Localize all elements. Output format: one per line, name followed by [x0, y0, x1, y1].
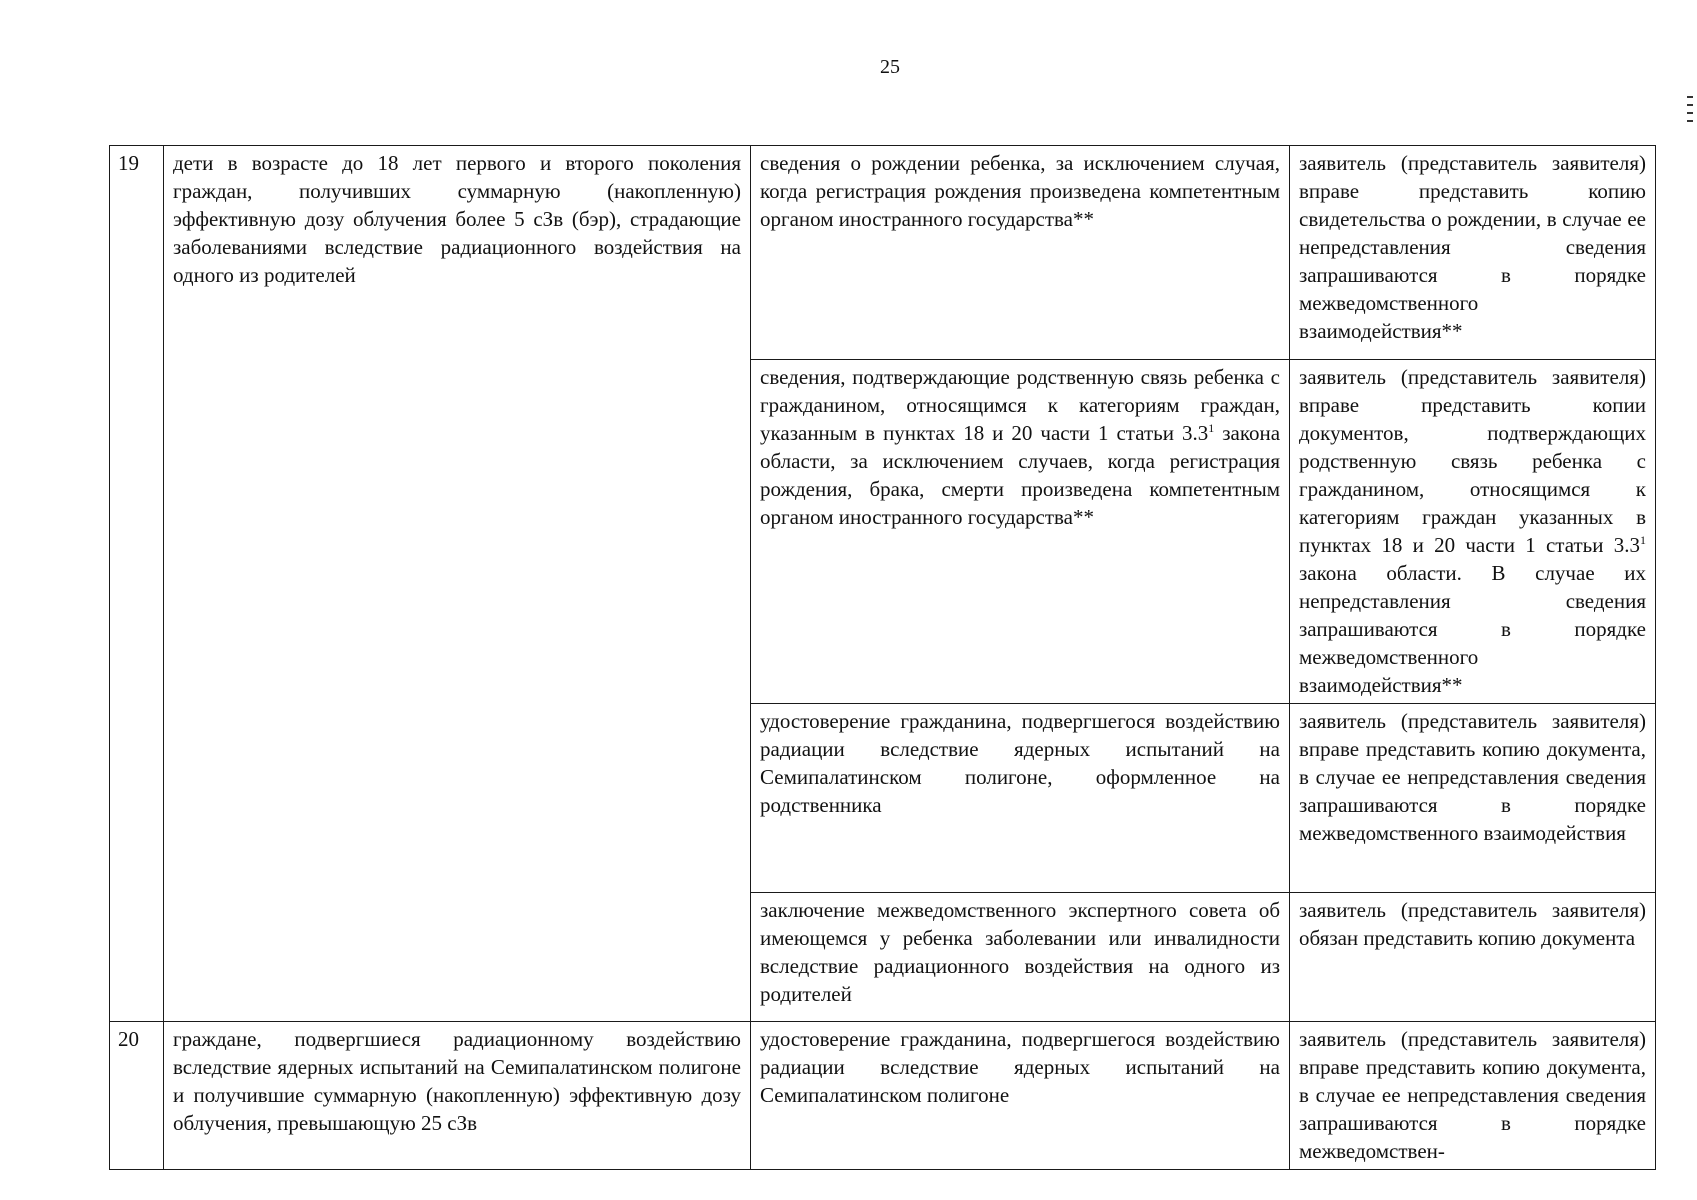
document-cell: сведения о рождении ребенка, за исключением случая, когда регистрация рождения произведена компетентным органом иностранного государства** [751, 146, 1290, 360]
procedure-cell: заявитель (представитель заявителя) вправе представить копию документа, в случае ее непредставления сведения запрашиваются в порядке межведомственного взаимодействия [1290, 704, 1656, 893]
procedure-cell: заявитель (представитель заявителя) вправе представить копию документа, в случае ее непредставления сведения запрашиваются в порядке межведомствен- [1290, 1022, 1656, 1170]
row-number-cell: 19 [110, 146, 164, 1022]
procedure-cell: заявитель (представитель заявителя) обязан представить копию документа [1290, 893, 1656, 1022]
document-cell [751, 360, 1290, 704]
category-cell: дети в возрасте до 18 лет первого и второго поколения граждан, получивших суммарную (накопленную) эффективную дозу облучения более 5 сЗв (бэр), страдающие заболеваниями вследствие радиационного воздействия на одного из родителей [164, 146, 751, 1022]
table-row [110, 146, 1656, 360]
page-number: 25 [880, 56, 900, 78]
table-row [110, 1022, 1656, 1170]
row-number-cell: 20 [110, 1022, 164, 1170]
superscript: 1 [1208, 421, 1215, 435]
document-cell: удостоверение гражданина, подвергшегося воздействию радиации вследствие ядерных испытаний на Семипалатинском полигоне, оформленное на родственника [751, 704, 1290, 893]
document-cell: удостоверение гражданина, подвергшегося воздействию радиации вследствие ядерных испытаний на Семипалатинском полигоне [751, 1022, 1290, 1170]
procedure-cell [1290, 360, 1656, 704]
procedure-text: заявитель (представитель заявителя) вправе представить копии документов, подтверждающих родственную связь ребенка с гражданином, относящимся к категориям граждан указанных в пунктах 18 и 20 части 1 статьи 3.3 [1299, 365, 1646, 557]
procedure-cell: заявитель (представитель заявителя) вправе представить копию свидетельства о рождении, в случае ее непредставления сведения запрашиваются в порядке межведомственного взаимодействия** [1290, 146, 1656, 360]
procedure-text: закона области. В случае их непредставления сведения запрашиваются в порядке межведомственного взаимодействия** [1299, 561, 1646, 697]
category-cell: граждане, подвергшиеся радиационному воздействию вследствие ядерных испытаний на Семипалатинском полигоне и получившие суммарную (накопленную) эффективную дозу облучения, превышающую 25 сЗв [164, 1022, 751, 1170]
scan-edge-marks [1687, 96, 1693, 128]
document-text: закона области, за исключением случаев, когда регистрация рождения, брака, смерти произведена компетентным органом иностранного государства** [760, 421, 1281, 529]
document-cell: заключение межведомственного экспертного совета об имеющемся у ребенка заболевании или инвалидности вследствие радиационного воздействия на одного из родителей [751, 893, 1290, 1022]
superscript: 1 [1640, 533, 1646, 547]
document-text: сведения, подтверждающие родственную связь ребенка с гражданином, относящимся к категориям граждан, указанным в пунктах 18 и 20 части 1 статьи 3.3 [760, 365, 1280, 445]
document-table [109, 145, 1656, 1170]
